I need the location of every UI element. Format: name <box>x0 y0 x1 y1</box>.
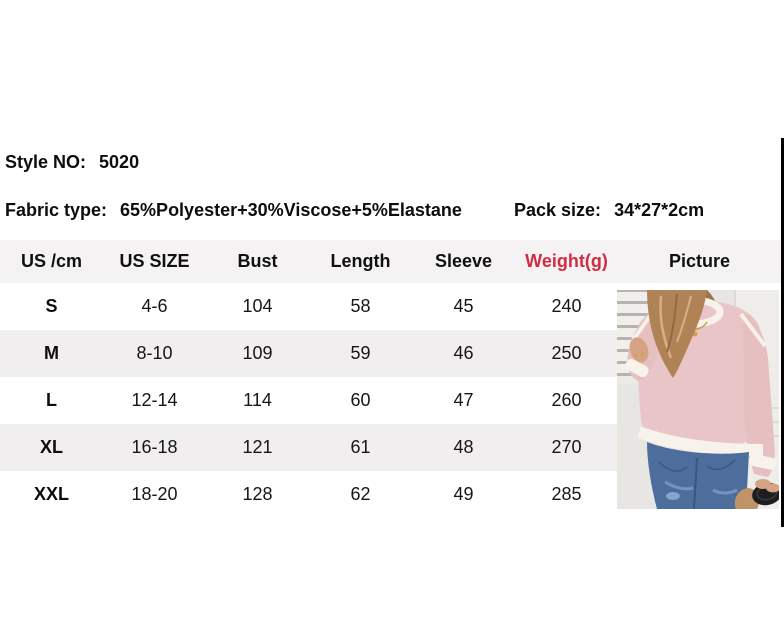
fabric-type-label: Fabric type: <box>5 200 108 220</box>
pack-size-line <box>514 200 704 221</box>
cell-us-size: 4-6 <box>141 296 168 316</box>
cell-bust: 128 <box>242 484 273 504</box>
table-row-l <box>0 377 618 424</box>
cell-weight: 260 <box>551 390 582 410</box>
cell-bust: 104 <box>242 296 273 316</box>
jeans-distressing <box>666 492 680 500</box>
style-no-line <box>5 152 139 173</box>
cell-size: L <box>46 390 57 410</box>
cell-weight: 285 <box>551 484 582 504</box>
header-sleeve: Sleeve <box>434 251 493 271</box>
cell-bust: 109 <box>242 343 273 363</box>
cell-weight: 240 <box>551 296 582 316</box>
cell-length: 59 <box>350 343 371 363</box>
cell-size: XXL <box>33 484 69 504</box>
header-us-cm: US /cm <box>20 251 83 271</box>
table-header-row <box>0 240 781 283</box>
cell-weight: 250 <box>551 343 582 363</box>
cell-size: XL <box>39 437 63 457</box>
style-no-value: 5020 <box>99 152 140 172</box>
cell-sleeve: 48 <box>453 437 474 457</box>
table-row-xl <box>0 424 618 471</box>
style-no-label: Style NO: <box>5 152 87 172</box>
cell-us-size: 8-10 <box>136 343 173 363</box>
cell-sleeve: 47 <box>453 390 474 410</box>
pack-size-label: Pack size: <box>514 200 602 220</box>
ring <box>635 355 638 358</box>
header-picture: Picture <box>668 251 731 271</box>
cell-size: S <box>45 296 58 316</box>
fabric-type-value: 65%Polyester+30%Viscose+5%Elastane <box>120 200 462 220</box>
table-row-m <box>0 330 618 377</box>
cell-us-size: 16-18 <box>131 437 178 457</box>
header-weight: Weight(g) <box>525 251 608 271</box>
header-bust: Bust <box>237 251 278 271</box>
cell-bust: 121 <box>242 437 273 457</box>
table-row-s <box>0 283 618 330</box>
cell-us-size: 18-20 <box>131 484 178 504</box>
cell-sleeve: 46 <box>453 343 474 363</box>
cell-length: 62 <box>350 484 371 504</box>
cell-size: M <box>44 343 59 363</box>
header-length: Length <box>330 251 391 271</box>
cell-length: 61 <box>350 437 371 457</box>
cell-bust: 114 <box>243 390 272 410</box>
product-photo <box>617 290 779 509</box>
pack-size-value: 34*27*2cm <box>614 200 705 220</box>
table-row-xxl <box>0 471 618 518</box>
cell-us-size: 12-14 <box>131 390 178 410</box>
cell-sleeve: 49 <box>453 484 474 504</box>
cell-weight: 270 <box>551 437 582 457</box>
cell-length: 60 <box>350 390 371 410</box>
header-us-size: US SIZE <box>119 251 190 271</box>
ring <box>641 353 644 356</box>
fabric-type-line <box>5 200 462 221</box>
cell-sleeve: 45 <box>453 296 474 316</box>
cell-length: 58 <box>350 296 371 316</box>
